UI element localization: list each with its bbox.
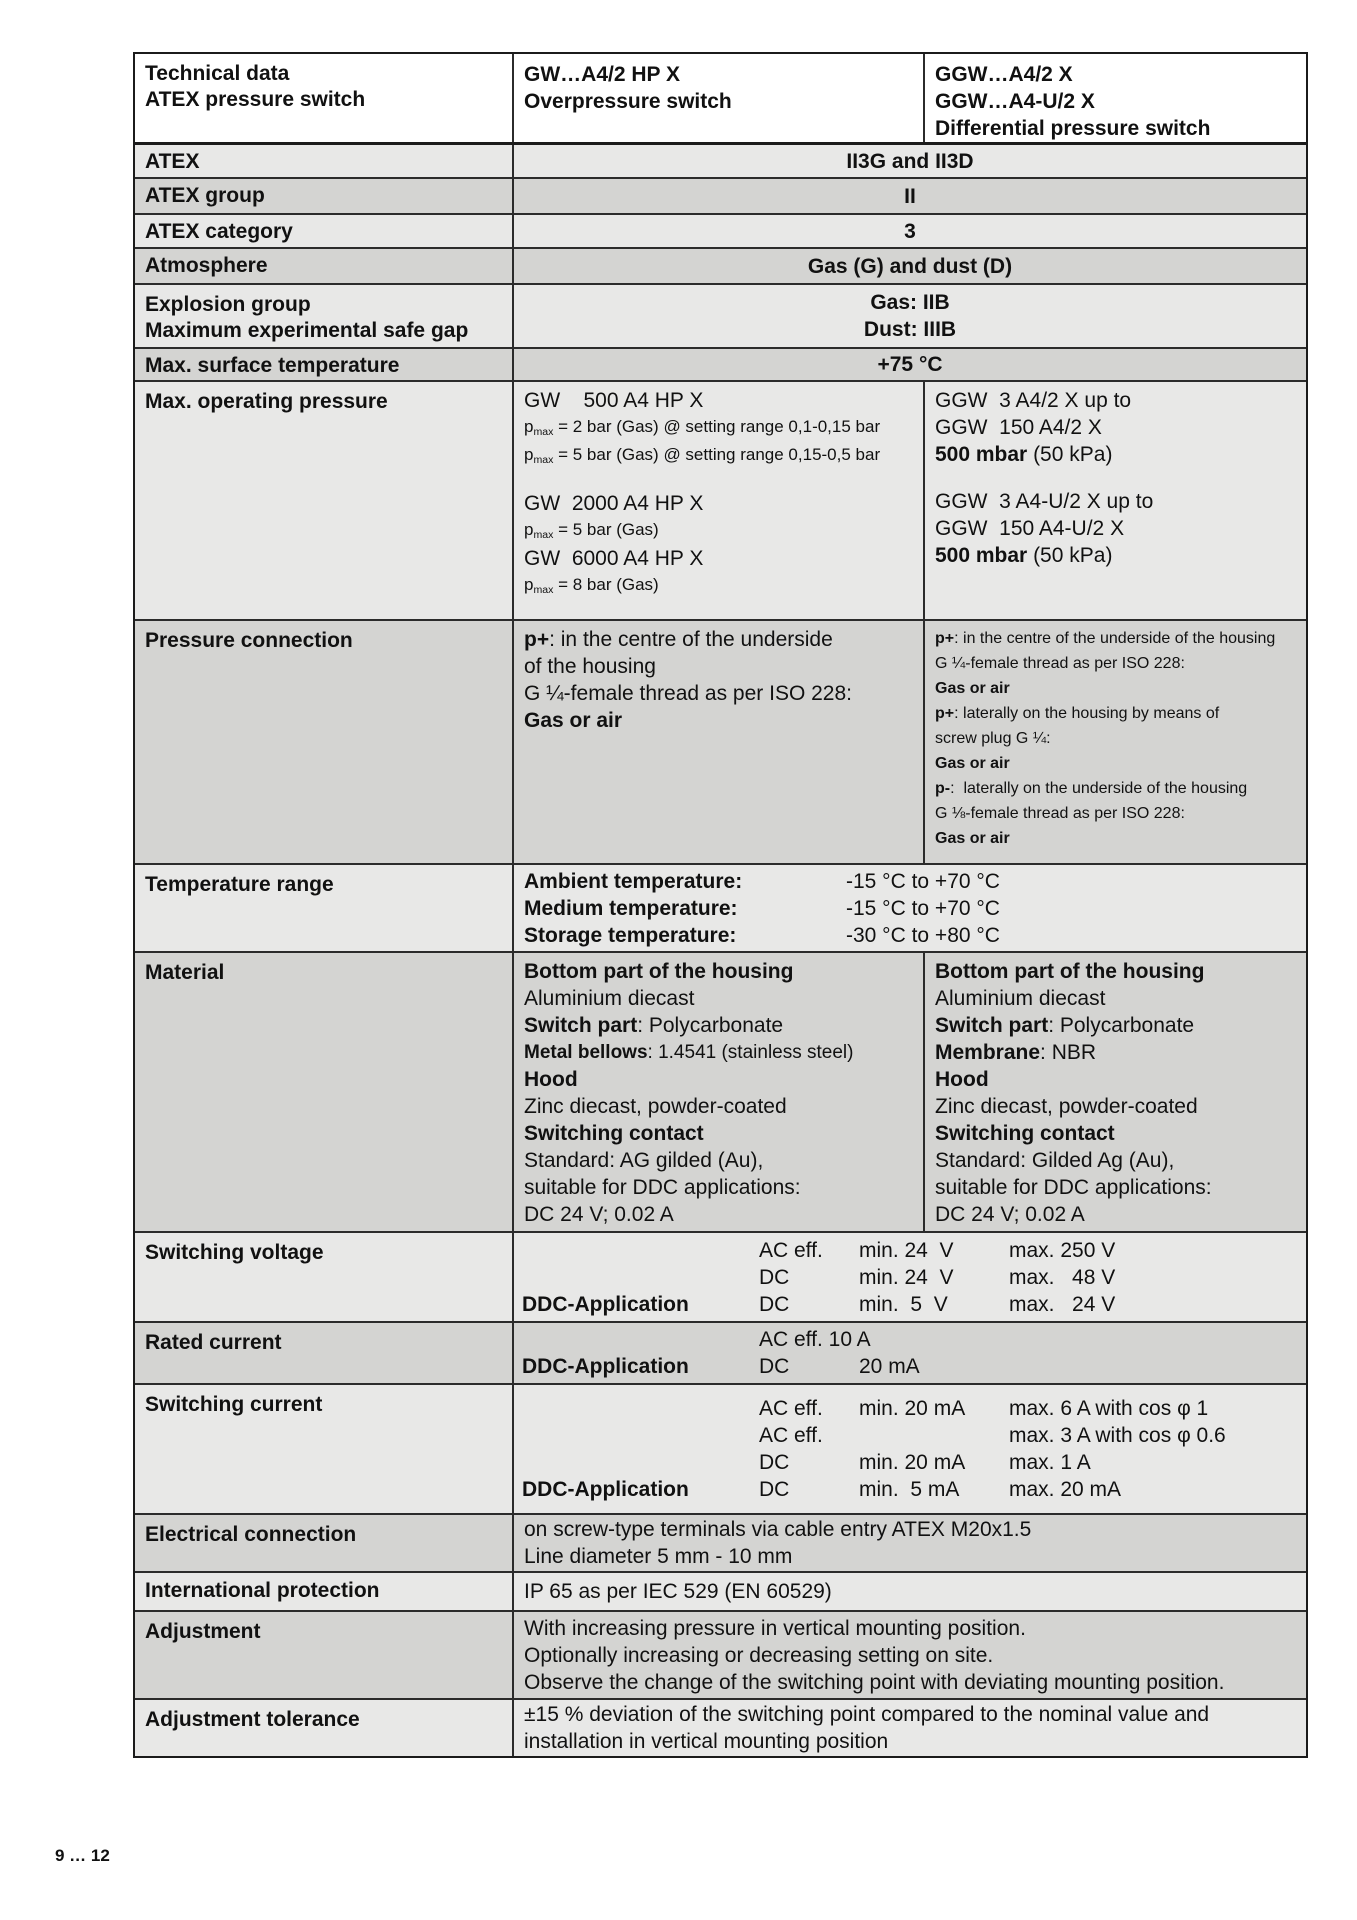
row-label: ATEX group (145, 184, 265, 207)
value-line: p+: in the centre of the underside (524, 628, 833, 651)
value-line: GW 2000 A4 HP X (524, 492, 704, 515)
row-value (512, 1233, 1306, 1321)
header-line: GW…A4/2 HP X (524, 63, 680, 86)
row-label: Switching voltage (145, 1241, 324, 1264)
value-line: p+: in the centre of the underside of the housing (935, 630, 1276, 647)
row-value-gw (512, 382, 923, 619)
label-line: Explosion group (145, 293, 311, 316)
row-atmosphere (135, 247, 1306, 283)
row-label: ATEX category (145, 220, 293, 243)
value-line: Gas or air (935, 755, 1010, 772)
row-max-operating-pressure (135, 380, 1306, 619)
value-line: Gas: IIB (870, 291, 950, 314)
value-line: Standard: Gilded Ag (Au), (935, 1149, 1175, 1172)
row-value (512, 1700, 1306, 1756)
row-label: Adjustment tolerance (145, 1708, 360, 1731)
row-pressure-connection (135, 619, 1306, 863)
pmax-line: $p_{max} = 5$ bar (Gas) @ setting range 0,15-0,5 bar (524, 445, 881, 467)
pmax-line: $p_{max} = 2$ bar (Gas) @ setting range 0,1-0,15 bar (524, 417, 881, 439)
value-line: AC eff. max. 3 A with cos φ 0.6 (759, 1424, 1226, 1447)
value-line: Switch part: Polycarbonate (524, 1014, 784, 1037)
row-label: ATEX (145, 150, 200, 173)
value-line: on screw-type terminals via cable entry ATEX M20x1.5 (524, 1518, 1032, 1541)
row-label: Pressure connection (145, 629, 353, 652)
value-line: 500 mbar (50 kPa) (935, 544, 1113, 567)
value-line: Hood (524, 1068, 578, 1091)
page-number: 9 … 12 (55, 1846, 110, 1865)
header-line: GGW…A4-U/2 X (935, 90, 1095, 113)
header-line: Differential pressure switch (935, 117, 1211, 140)
row-temperature-range (135, 863, 1306, 951)
value-line: DC 24 V; 0.02 A (935, 1203, 1085, 1226)
row-atex (135, 142, 1306, 177)
row-label: International protection (145, 1579, 380, 1602)
label-line: Maximum experimental safe gap (145, 319, 469, 342)
row-label: Rated current (145, 1331, 282, 1354)
row-switching-current (135, 1383, 1306, 1513)
value-line: Bottom part of the housing (524, 960, 794, 983)
row-label: Max. operating pressure (145, 390, 388, 413)
value-line: of the housing (524, 655, 656, 678)
value-line: Ambient temperature: -15 °C to +70 °C (524, 869, 1000, 893)
row-label (135, 285, 512, 347)
row-value (512, 1323, 1306, 1383)
value-line: DDC-Application DC min. 5 mA max. 20 mA (522, 1478, 1122, 1501)
value-line: Optionally increasing or decreasing setting on site. (524, 1643, 994, 1667)
value-line: Switching contact (524, 1122, 704, 1145)
value-line: Storage temperature: -30 °C to +80 °C (524, 923, 1000, 947)
value-line: screw plug G ¼: (935, 730, 1051, 747)
row-value (512, 865, 1306, 951)
row-label: Atmosphere (145, 254, 268, 277)
row-label: Switching current (145, 1393, 323, 1416)
value-line: DDC-Application DC 20 mA (522, 1355, 920, 1378)
row-adjustment (135, 1610, 1306, 1698)
row-value-ggw (923, 621, 1306, 863)
row-value: IP 65 as per IEC 529 (EN 60529) (512, 1573, 1306, 1610)
row-max-surface-temperature (135, 347, 1306, 380)
row-explosion-group (135, 283, 1306, 347)
value-line: DC 24 V; 0.02 A (524, 1203, 674, 1226)
value-line: Switch part: Polycarbonate (935, 1014, 1195, 1037)
value-line: 500 mbar (50 kPa) (935, 443, 1113, 466)
row-value: +75 °C (512, 349, 1306, 380)
pmax-line: $p_{max} = 5$ bar (Gas) (524, 520, 659, 542)
row-value (512, 1612, 1306, 1698)
value-line: G ¼-female thread as per ISO 228: (524, 682, 853, 705)
value-line: Hood (935, 1068, 989, 1091)
value-line: Gas or air (935, 830, 1010, 847)
row-atex-category (135, 213, 1306, 247)
header-col-technical-data (135, 54, 512, 142)
row-switching-voltage (135, 1231, 1306, 1321)
value-line: p-: laterally on the underside of the housing (935, 780, 1248, 797)
row-value (512, 1385, 1306, 1513)
row-adjustment-tolerance (135, 1698, 1306, 1756)
row-electrical-connection (135, 1513, 1306, 1571)
row-label: Electrical connection (145, 1523, 357, 1546)
value-line: suitable for DDC applications: (524, 1176, 801, 1199)
row-value: 3 (512, 215, 1306, 247)
row-material (135, 951, 1306, 1231)
value-line: GGW 150 A4-U/2 X (935, 517, 1125, 540)
value-line: Observe the change of the switching point with deviating mounting position. (524, 1670, 1225, 1694)
value-line: GW 6000 A4 HP X (524, 547, 704, 570)
row-value-ggw (923, 382, 1306, 619)
value-line: DC min. 20 mA max. 1 A (759, 1451, 1091, 1474)
header-line: ATEX pressure switch (145, 88, 366, 111)
header-line: Technical data (145, 62, 290, 85)
value-line: GGW 3 A4-U/2 X up to (935, 490, 1154, 513)
header-col-gw (512, 54, 923, 142)
spacer (935, 468, 1296, 488)
value-line: DDC-Application DC min. 5 V max. 24 V (522, 1292, 1116, 1316)
value-line: AC eff. min. 24 V max. 250 V (759, 1238, 1116, 1262)
value-line: Bottom part of the housing (935, 960, 1205, 983)
row-value: II (512, 179, 1306, 213)
value-line: G ¼-female thread as per ISO 228: (935, 655, 1185, 672)
pmax-line: $p_{max} = 8$ bar (Gas) (524, 575, 659, 597)
value-line: DC min. 24 V max. 48 V (759, 1265, 1116, 1289)
value-line: AC eff. 10 A (759, 1328, 871, 1351)
row-value: Gas (G) and dust (D) (512, 249, 1306, 283)
value-line: Medium temperature: -15 °C to +70 °C (524, 896, 1000, 920)
row-international-protection (135, 1571, 1306, 1610)
value-line: AC eff. min. 20 mA max. 6 A with cos φ 1 (759, 1397, 1209, 1420)
value-line: ±15 % deviation of the switching point compared to the nominal value and (524, 1703, 1210, 1726)
value-line: With increasing pressure in vertical mounting position. (524, 1616, 1026, 1640)
value-line: GW 500 A4 HP X (524, 389, 704, 412)
value-line: Aluminium diecast (935, 987, 1106, 1010)
header-col-ggw (923, 54, 1306, 142)
value-line: Zinc diecast, powder-coated (524, 1095, 787, 1118)
value-line: Standard: AG gilded (Au), (524, 1149, 764, 1172)
value-line: Aluminium diecast (524, 987, 695, 1010)
row-label: Temperature range (145, 873, 334, 896)
value-line: Dust: IIIB (863, 318, 957, 341)
spacer (524, 470, 913, 490)
value-line: installation in vertical mounting position (524, 1730, 889, 1753)
value-line: Membrane: NBR (935, 1041, 1097, 1064)
header-line: GGW…A4/2 X (935, 63, 1073, 86)
row-value (512, 285, 1306, 347)
value-line: GGW 150 A4/2 X (935, 416, 1102, 439)
value-line: Gas or air (524, 709, 623, 732)
value-line: Switching contact (935, 1122, 1115, 1145)
value-line: suitable for DDC applications: (935, 1176, 1212, 1199)
header-line: Overpressure switch (524, 90, 732, 113)
value-line: Zinc diecast, powder-coated (935, 1095, 1198, 1118)
technical-data-table (133, 52, 1308, 1758)
value-line: Metal bellows: 1.4541 (stainless steel) (524, 1042, 854, 1063)
row-label: Material (145, 961, 225, 984)
row-value (512, 1515, 1306, 1571)
row-value: II3G and II3D (512, 145, 1306, 177)
row-value-gw (512, 953, 923, 1231)
row-label: Adjustment (145, 1620, 261, 1643)
row-label: Max. surface temperature (145, 354, 400, 377)
row-rated-current (135, 1321, 1306, 1383)
row-atex-group (135, 177, 1306, 213)
table-header-row (135, 54, 1306, 142)
value-line: G ⅛-female thread as per ISO 228: (935, 805, 1185, 822)
value-line: Line diameter 5 mm - 10 mm (524, 1545, 793, 1568)
row-value-ggw (923, 953, 1306, 1231)
value-line: p+: laterally on the housing by means of (935, 705, 1220, 722)
value-line: Gas or air (935, 680, 1010, 697)
row-value-gw (512, 621, 923, 863)
value-line: GGW 3 A4/2 X up to (935, 389, 1132, 412)
